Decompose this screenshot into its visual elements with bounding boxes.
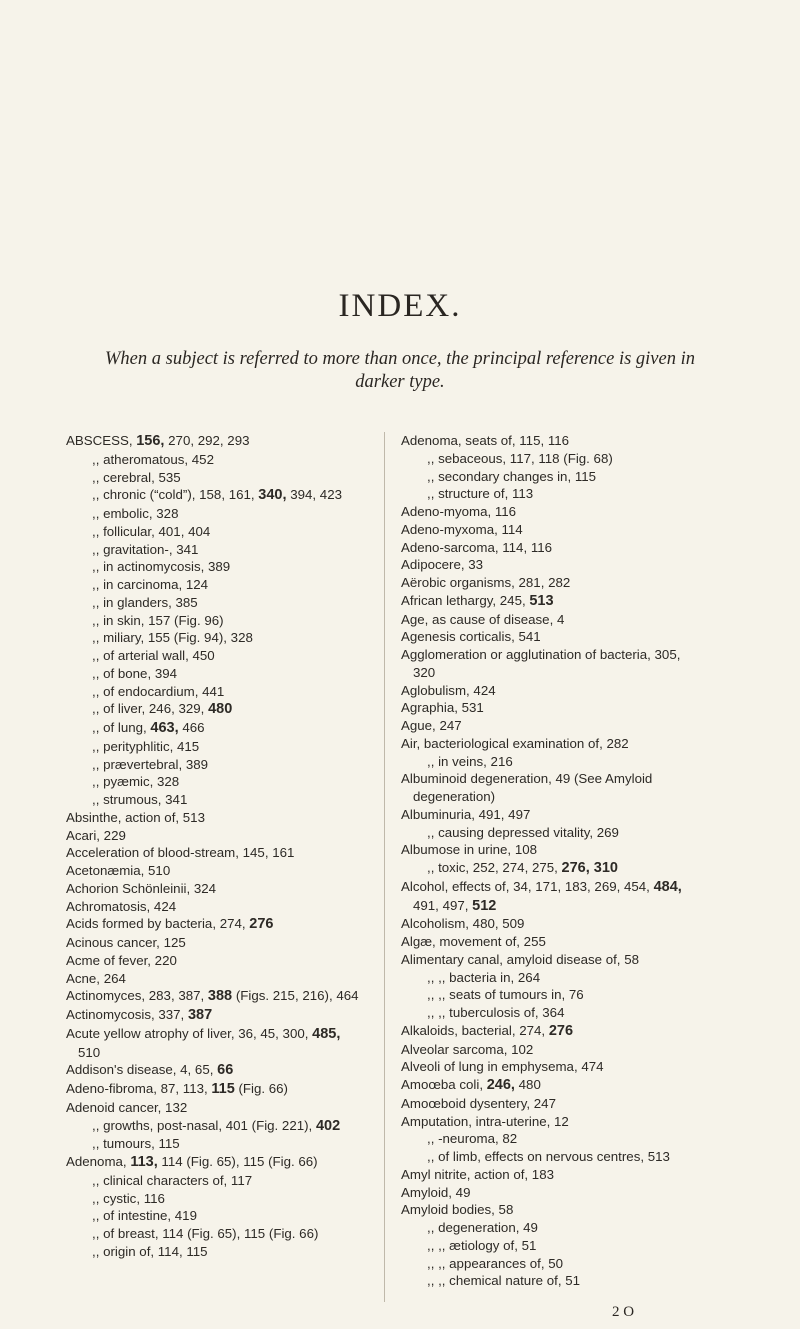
entry-text: ,, of liver, 246, 329, <box>92 701 209 717</box>
entry-text: ,, ,, appearances of, 50 <box>427 1255 564 1271</box>
index-entry <box>66 1225 366 1243</box>
principal-reference: 276 <box>249 916 274 933</box>
principal-reference: 156, <box>136 433 165 449</box>
entry-text: ,, in skin, 157 (Fig. 96) <box>92 612 224 628</box>
entry-text: ,, toxic, 252, 274, 275, <box>427 860 562 875</box>
index-entry <box>401 969 706 987</box>
entry-text: Absinthe, action of, 513 <box>66 809 205 825</box>
principal-reference: 402 <box>315 1117 341 1134</box>
entry-text: Acme of fever, 220 <box>66 952 177 968</box>
index-entry <box>401 915 706 933</box>
index-entry <box>401 432 706 450</box>
index-entry <box>66 934 366 952</box>
index-entry <box>401 1219 706 1237</box>
index-entry <box>401 1237 706 1255</box>
entry-text: ,, secondary changes in, 115 <box>427 468 597 484</box>
index-column-right <box>401 432 706 1290</box>
entry-text: 491, 497, <box>413 897 473 913</box>
entry-text: ,, causing depressed vitality, 269 <box>427 824 619 840</box>
index-entry <box>66 700 366 719</box>
entry-text: ,, strumous, 341 <box>92 792 188 807</box>
entry-text: ,, chronic (“cold”), 158, 161, <box>92 487 259 503</box>
index-entry <box>401 753 706 771</box>
index-entry <box>401 1113 706 1131</box>
index-entry <box>66 719 366 738</box>
entry-text: Acari, 229 <box>66 827 126 843</box>
entry-text: Actinomycosis, 337, <box>66 1007 188 1022</box>
index-entry <box>401 859 706 878</box>
index-entry <box>401 770 706 806</box>
entry-text: Agenesis corticalis, 541 <box>401 629 541 645</box>
principal-reference: 276, 310 <box>561 860 618 876</box>
principal-reference: 513 <box>529 592 554 609</box>
entry-text: African lethargy, 245, <box>401 592 530 608</box>
index-entry <box>401 646 706 682</box>
index-entry <box>66 1243 366 1261</box>
entry-text: Actinomyces, 283, 387, <box>66 988 208 1004</box>
index-entry <box>401 468 706 486</box>
entry-text: ,, follicular, 401, 404 <box>92 523 211 539</box>
entry-text: (Fig. 66) <box>234 1081 288 1096</box>
index-entry <box>66 647 366 665</box>
index-entry <box>66 862 366 880</box>
index-entry <box>401 933 706 951</box>
entry-text: Alkaloids, bacterial, 274, <box>401 1022 549 1038</box>
index-entry <box>66 486 366 505</box>
index-entry <box>401 1058 706 1076</box>
entry-text: ,, in veins, 216 <box>427 753 513 769</box>
entry-text: ,, cerebral, 535 <box>92 469 181 485</box>
index-entry <box>66 827 366 845</box>
principal-reference: 485, <box>312 1025 341 1042</box>
entry-text: ,, sebaceous, 117, 118 (Fig. 68) <box>427 450 613 466</box>
index-entry <box>66 629 366 647</box>
entry-text: Amoœboid dysentery, 247 <box>401 1095 556 1111</box>
principal-reference: 66 <box>217 1062 234 1079</box>
index-entry <box>66 756 366 774</box>
entry-text: ,, pyæmic, 328 <box>92 774 180 790</box>
entry-text: ,, of endocardium, 441 <box>92 683 225 699</box>
entry-text: Aglobulism, 424 <box>401 682 496 698</box>
index-entry <box>401 1201 706 1219</box>
index-entry <box>66 523 366 541</box>
index-entry <box>401 1166 706 1184</box>
entry-text: ,, -neuroma, 82 <box>427 1131 518 1147</box>
entry-text: ,, of breast, 114 (Fig. 65), 115 (Fig. 66) <box>92 1226 319 1241</box>
entry-text: ,, growths, post-nasal, 401 (Fig. 221), <box>92 1117 316 1133</box>
index-entry <box>401 628 706 646</box>
entry-text: Amyloid, 49 <box>401 1184 471 1200</box>
index-entry <box>401 841 706 859</box>
principal-reference: 276 <box>548 1022 574 1039</box>
entry-text: ,, ,, ætiology of, 51 <box>427 1237 537 1253</box>
index-entry <box>66 952 366 970</box>
entry-text: Adenoma, seats of, 115, 116 <box>401 433 570 448</box>
principal-reference: 463, <box>150 720 179 736</box>
entry-text: Achorion Schönleinii, 324 <box>66 880 217 896</box>
index-entry <box>66 898 366 916</box>
index-entry <box>66 451 366 469</box>
entry-text: Amyl nitrite, action of, 183 <box>401 1166 554 1182</box>
entry-text: 114 (Fig. 65), 115 (Fig. 66) <box>157 1154 318 1169</box>
entry-text: Alveoli of lung in emphysema, 474 <box>401 1059 604 1075</box>
entry-text: Acute yellow atrophy of liver, 36, 45, 300, <box>66 1025 313 1041</box>
index-entry <box>401 1076 706 1095</box>
entry-text: 270, 292, 293 <box>164 433 250 448</box>
entry-text: Alcoholism, 480, 509 <box>401 916 525 932</box>
entry-text: Alveolar sarcoma, 102 <box>401 1041 534 1057</box>
entry-text: ,, tumours, 115 <box>92 1136 180 1152</box>
index-entry <box>401 1095 706 1113</box>
index-entry <box>66 576 366 594</box>
index-entry <box>401 1004 706 1022</box>
index-entry <box>66 558 366 576</box>
index-entry <box>401 951 706 969</box>
entry-text: ,, perityphlitic, 415 <box>92 738 200 754</box>
entry-text: ,, atheromatous, 452 <box>92 451 214 467</box>
entry-text: Agglomeration or agglutination of bacteria, 305, 320 <box>401 647 681 680</box>
entry-text: ,, of lung, <box>92 720 151 735</box>
entry-text: ,, degeneration, 49 <box>427 1220 538 1235</box>
entry-text: Albuminuria, 491, 497 <box>401 806 531 822</box>
index-entry <box>66 665 366 683</box>
signature-mark: 2 O <box>612 1304 635 1320</box>
index-entry <box>401 824 706 842</box>
index-entry <box>401 806 706 824</box>
entry-text: Amoœba coli, <box>401 1077 487 1092</box>
index-entry <box>66 612 366 630</box>
index-entry <box>401 485 706 503</box>
entry-text: ,, ,, tuberculosis of, 364 <box>427 1005 565 1020</box>
entry-text: Adenoid cancer, 132 <box>66 1099 188 1115</box>
entry-text: ,, in carcinoma, 124 <box>92 577 209 592</box>
index-entry <box>401 611 706 629</box>
index-entry <box>66 1207 366 1225</box>
entry-text: Alimentary canal, amyloid disease of, 58 <box>401 951 639 967</box>
entry-text: Adeno-myxoma, 114 <box>401 521 523 537</box>
index-entry <box>401 1130 706 1148</box>
index-entry <box>66 915 366 934</box>
principal-reference: 480 <box>208 701 233 718</box>
index-entry <box>66 1061 366 1080</box>
entry-text: Achromatosis, 424 <box>66 898 177 914</box>
index-entry <box>66 773 366 791</box>
index-entry <box>66 738 366 756</box>
index-entry <box>66 970 366 988</box>
entry-text: ,, clinical characters of, 117 <box>92 1172 253 1188</box>
entry-text: ABSCESS, <box>66 433 137 448</box>
index-entry <box>66 1025 366 1062</box>
index-entry <box>401 735 706 753</box>
principal-reference: 340, <box>258 487 287 504</box>
entry-text: ,, of arterial wall, 450 <box>92 648 215 663</box>
entry-text: Algæ, movement of, 255 <box>401 934 546 949</box>
entry-text: ,, ,, seats of tumours in, 76 <box>427 987 584 1003</box>
entry-text: Addison's disease, 4, 65, <box>66 1062 218 1078</box>
index-entry <box>401 986 706 1004</box>
entry-text: Acceleration of blood-stream, 145, 161 <box>66 845 295 861</box>
index-entry <box>66 1153 366 1172</box>
entry-text: ,, structure of, 113 <box>427 486 534 502</box>
index-entry <box>401 503 706 521</box>
index-entry <box>66 1080 366 1099</box>
entry-text: (Figs. 215, 216), 464 <box>232 988 359 1004</box>
entry-text: Acne, 264 <box>66 970 126 986</box>
index-entry <box>66 432 366 451</box>
index-entry <box>401 1022 706 1041</box>
principal-reference: 388 <box>207 988 233 1005</box>
index-entry <box>401 1184 706 1202</box>
index-entry <box>66 1190 366 1208</box>
index-entry <box>66 1117 366 1136</box>
principal-reference: 387 <box>187 1007 213 1023</box>
index-entry <box>66 505 366 523</box>
index-entry <box>401 878 706 916</box>
entry-text: ,, gravitation-, 341 <box>92 541 199 557</box>
index-entry <box>66 1099 366 1117</box>
index-entry <box>66 791 366 809</box>
entry-text: Acinous cancer, 125 <box>66 935 186 950</box>
index-entry <box>401 539 706 557</box>
entry-text: Adeno-myoma, 116 <box>401 504 517 519</box>
principal-reference: 512 <box>472 897 497 914</box>
entry-text: Adipocere, 33 <box>401 557 484 573</box>
entry-text: ,, miliary, 155 (Fig. 94), 328 <box>92 630 253 646</box>
entry-text: ,, ,, chemical nature of, 51 <box>427 1273 580 1289</box>
index-entry <box>66 1172 366 1190</box>
index-entry <box>401 574 706 592</box>
principal-reference: 115 <box>211 1081 235 1097</box>
entry-text: ,, ,, bacteria in, 264 <box>427 969 541 985</box>
entry-text: ,, in glanders, 385 <box>92 594 198 610</box>
principal-reference: 246, <box>486 1077 515 1093</box>
index-entry <box>401 521 706 539</box>
entry-text: Agraphia, 531 <box>401 700 484 716</box>
entry-text: Albuminoid degeneration, 49 (See Amyloid degeneration) <box>401 771 653 804</box>
entry-text: Ague, 247 <box>401 718 462 733</box>
index-note: When a subject is referred to more than once, the principal reference is given in darker type. <box>105 349 695 392</box>
index-entry <box>66 987 366 1006</box>
entry-text: ,, of limb, effects on nervous centres, 513 <box>427 1149 670 1164</box>
entry-text: 480 <box>514 1077 541 1092</box>
index-entry <box>401 556 706 574</box>
entry-text: Age, as cause of disease, 4 <box>401 611 565 627</box>
index-entry <box>66 683 366 701</box>
index-entry <box>66 880 366 898</box>
index-column-left <box>66 432 366 1261</box>
principal-reference: 113, <box>130 1154 158 1170</box>
index-entry <box>66 809 366 827</box>
index-entry <box>66 844 366 862</box>
entry-text: ,, in actinomycosis, 389 <box>92 559 231 575</box>
entry-text: ,, of bone, 394 <box>92 665 178 681</box>
entry-text: ,, prævertebral, 389 <box>92 756 209 772</box>
entry-text: ,, cystic, 116 <box>92 1190 165 1206</box>
index-entry <box>401 699 706 717</box>
index-entry <box>401 682 706 700</box>
entry-text: 510 <box>78 1044 101 1060</box>
column-divider <box>384 432 385 1302</box>
entry-text: Air, bacteriological examination of, 282 <box>401 735 629 751</box>
index-entry <box>66 469 366 487</box>
entry-text: ,, embolic, 328 <box>92 506 179 521</box>
entry-text: Amyloid bodies, 58 <box>401 1202 514 1218</box>
entry-text: Amputation, intra-uterine, 12 <box>401 1113 569 1129</box>
entry-text: Acetonæmia, 510 <box>66 863 171 878</box>
index-entry <box>401 717 706 735</box>
entry-text: Adenoma, <box>66 1154 131 1169</box>
entry-text: Adeno-fibroma, 87, 113, <box>66 1081 212 1096</box>
index-entry <box>66 1135 366 1153</box>
entry-text: 394, 423 <box>286 487 342 503</box>
index-entry <box>401 1148 706 1166</box>
index-entry <box>401 592 706 611</box>
entry-text: ,, of intestine, 419 <box>92 1208 197 1224</box>
page-title: INDEX. <box>338 288 462 324</box>
entry-text: Albumose in urine, 108 <box>401 842 538 858</box>
index-entry <box>401 1255 706 1273</box>
index-entry <box>66 541 366 559</box>
index-entry <box>66 594 366 612</box>
index-entry <box>401 1041 706 1059</box>
index-entry <box>66 1006 366 1025</box>
entry-text: Adeno-sarcoma, 114, 116 <box>401 539 553 555</box>
entry-text: Acids formed by bacteria, 274, <box>66 916 250 932</box>
entry-text: Aërobic organisms, 281, 282 <box>401 575 571 590</box>
principal-reference: 484, <box>653 878 682 895</box>
entry-text: Alcohol, effects of, 34, 171, 183, 269, 454, <box>401 878 654 894</box>
entry-text: ,, origin of, 114, 115 <box>92 1243 208 1259</box>
entry-text: 466 <box>178 720 205 735</box>
index-entry <box>401 1272 706 1290</box>
index-entry <box>401 450 706 468</box>
